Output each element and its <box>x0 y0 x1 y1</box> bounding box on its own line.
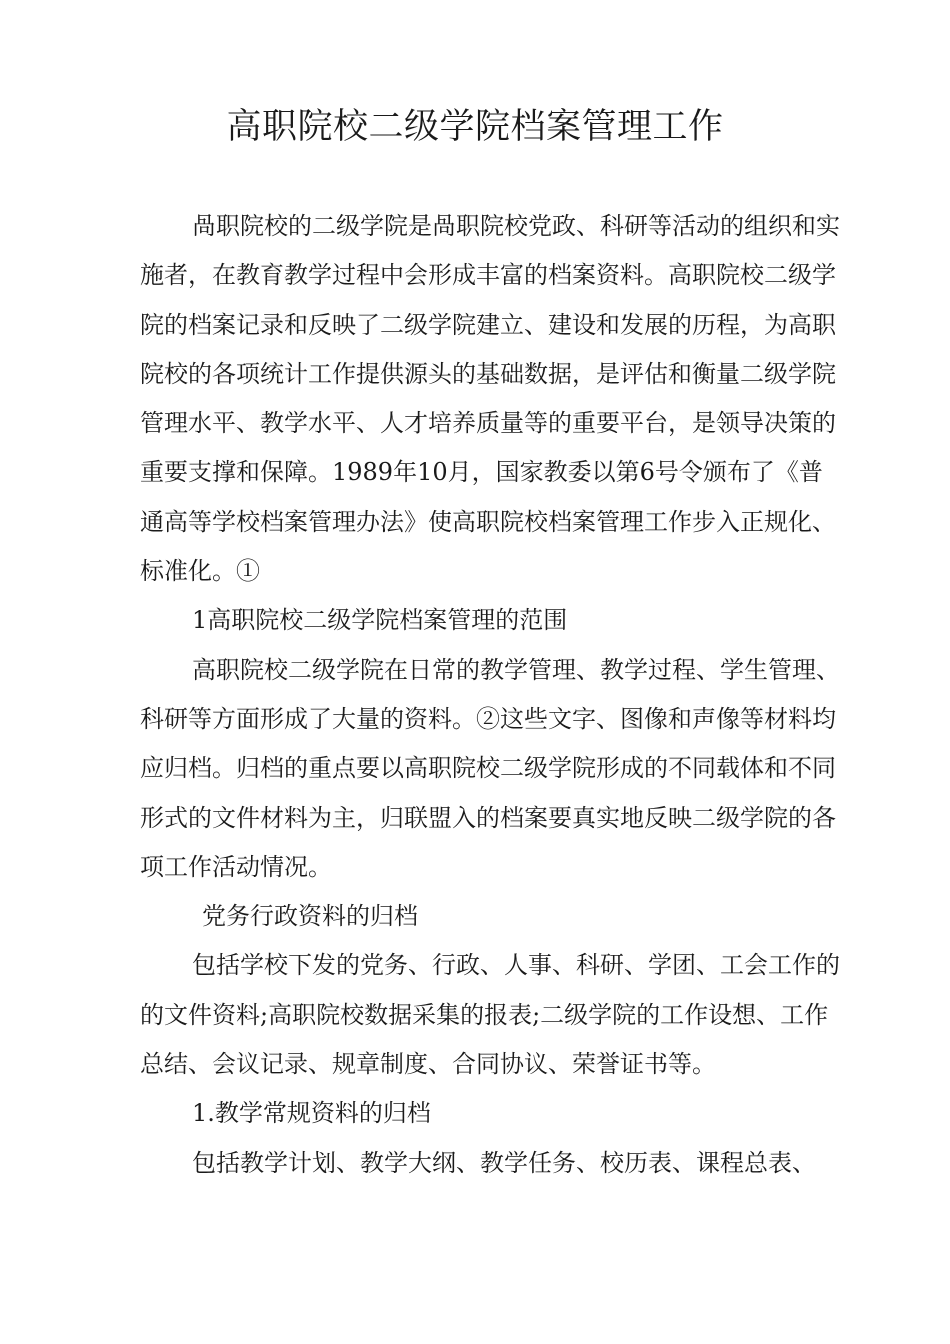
subsection-heading-teaching: 1.教学常规资料的归档 <box>192 1099 431 1128</box>
document-title: 高职院校二级学院档案管理工作 <box>226 107 724 147</box>
subsection-heading-party-admin: 党务行政资料的归档 <box>202 902 418 931</box>
paragraph-intro: 咼职院校的二级学院是咼职院校党政、科研等活动的组织和实施者，在教育教学过程中会形成丰富的档案资料。高职院校二级学院的档案记录和反映了二级学院建立、建设和发展的历程，为高职院校的各项统计工作提供源头的基础数据，是评估和衡量二级学院管理水平、教学水平、人才培养质量等的重要平台，是领导决策的重要支撑和保障。1989年10月，国家教委以第6号令颁布了《普通高等学校档案管理办法》使高职院校档案管理工作步入正规化、标准化。① <box>140 212 840 586</box>
document-body <box>140 202 840 1188</box>
section-heading-scope: 1高职院校二级学院档案管理的范围 <box>192 606 568 635</box>
paragraph-scope: 高职院校二级学院在日常的教学管理、教学过程、学生管理、科研等方面形成了大量的资料。②这些文字、图像和声像等材料均应归档。归档的重点要以高职院校二级学院形成的不同载体和不同形式的文件材料为主，归联盟入的档案要真实地反映二级学院的各项工作活动情况。 <box>140 655 840 881</box>
paragraph-teaching: 包括教学计划、教学大纲、教学任务、校历表、课程总表、 <box>192 1148 816 1177</box>
paragraph-party-admin: 包括学校下发的党务、行政、人事、科研、学团、工会工作的的文件资料;高职院校数据采集的报表;二级学院的工作设想、工作总结、会议记录、规章制度、合同协议、荣誉证书等。 <box>140 951 840 1079</box>
